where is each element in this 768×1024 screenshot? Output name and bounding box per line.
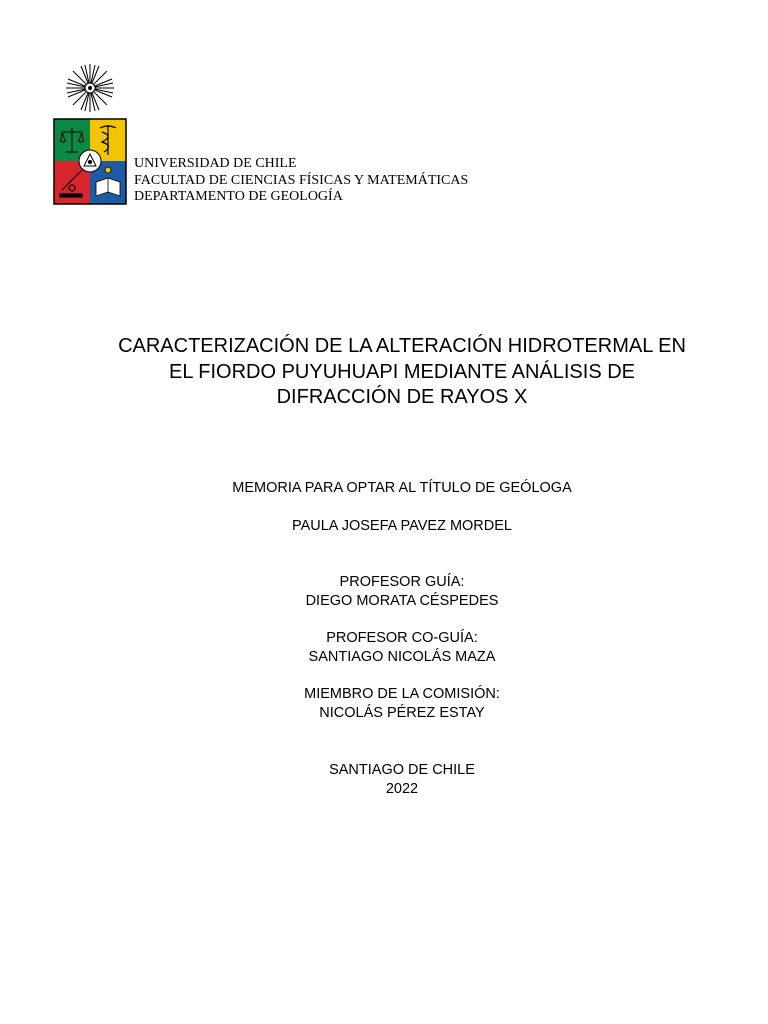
place-date-section — [0, 761, 768, 799]
faculty-name: FACULTAD DE CIENCIAS FÍSICAS Y MATEMÁTICAS — [134, 172, 469, 188]
year: 2022 — [385, 781, 419, 797]
advisor-label: PROFESOR GUÍA: — [339, 574, 465, 590]
institution-header — [134, 156, 468, 206]
committee-section — [0, 685, 768, 723]
committee-label: MIEMBRO DE LA COMISIÓN: — [304, 686, 500, 702]
title-line: EL FIORDO PUYUHUAPI MEDIANTE ANÁLISIS DE — [168, 360, 636, 383]
co-advisor-label: PROFESOR CO-GUÍA: — [326, 630, 478, 646]
university-coat-of-arms-icon — [52, 62, 128, 208]
university-logo — [52, 62, 128, 208]
committee-name: NICOLÁS PÉREZ ESTAY — [319, 705, 485, 721]
advisor-section — [0, 573, 768, 611]
title-line: DIFRACCIÓN DE RAYOS X — [276, 386, 528, 408]
advisor-name: DIEGO MORATA CÉSPEDES — [305, 593, 499, 609]
co-advisor-name: SANTIAGO NICOLÁS MAZA — [308, 649, 496, 665]
degree-statement: MEMORIA PARA OPTAR AL TÍTULO DE GEÓLOGA — [232, 480, 572, 496]
title-line: CARACTERIZACIÓN DE LA ALTERACIÓN HIDROTERMAL EN — [118, 335, 686, 357]
author-name: PAULA JOSEFA PAVEZ MORDEL — [292, 518, 512, 534]
place: SANTIAGO DE CHILE — [329, 762, 475, 778]
co-advisor-section — [0, 629, 768, 667]
university-name: UNIVERSIDAD DE CHILE — [134, 156, 297, 171]
shield-icon — [54, 119, 126, 204]
thesis-title — [0, 334, 768, 411]
department-name: DEPARTAMENTO DE GEOLOGÍA — [134, 189, 343, 204]
